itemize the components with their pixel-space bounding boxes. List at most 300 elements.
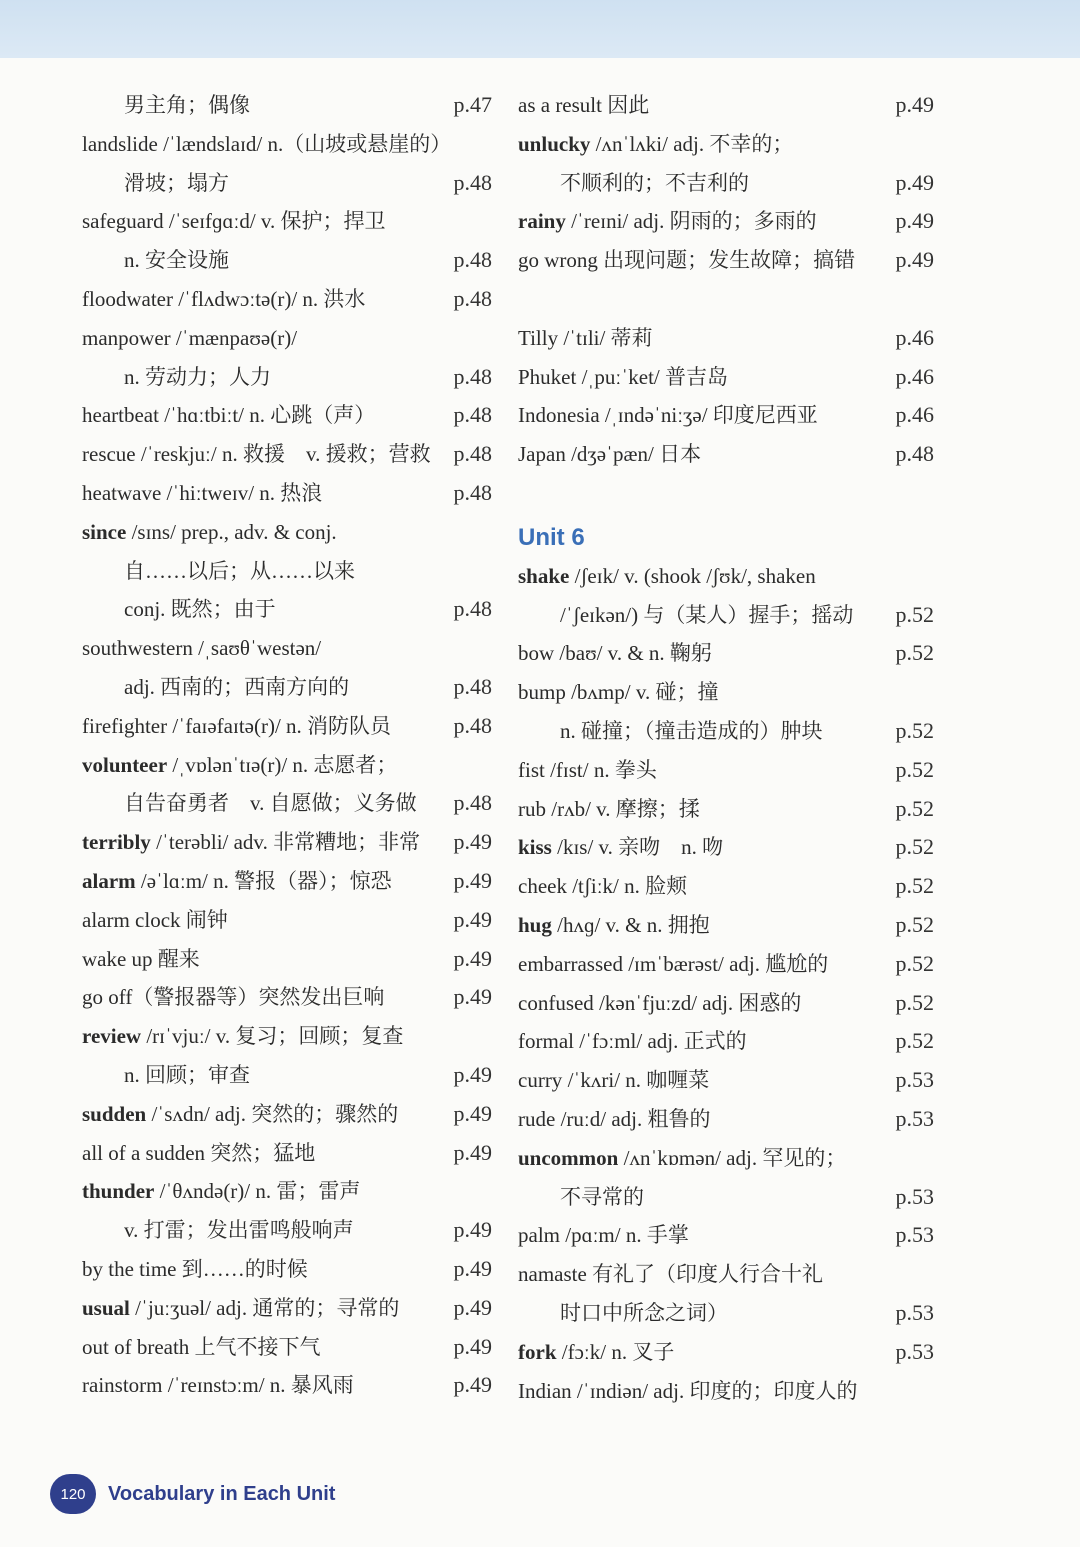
definition: 不寻常的 <box>560 1184 644 1209</box>
entry-continuation <box>518 1294 934 1333</box>
headword: by the time <box>82 1256 177 1281</box>
headword: landslide <box>82 131 158 156</box>
vocab-entry <box>518 86 934 125</box>
definition: /ˈflʌdwɔːtə(r)/ n. 洪水 <box>172 286 366 311</box>
headword: formal <box>518 1029 574 1054</box>
definition: /əˈlɑːm/ n. 警报（器）；惊恐 <box>135 868 392 893</box>
vocab-entry <box>82 319 492 358</box>
vocab-entry <box>518 1255 934 1294</box>
entry-text <box>82 1172 360 1211</box>
definition: /ˈreɪni/ adj. 阴雨的；多雨的 <box>565 209 817 234</box>
headword: rude <box>518 1106 556 1131</box>
headword: review <box>82 1024 142 1049</box>
definition: v. 打雷；发出雷鸣般响声 <box>124 1218 354 1243</box>
entry-continuation <box>82 552 492 591</box>
vocab-entry <box>518 125 934 164</box>
headword: heartbeat <box>82 403 159 428</box>
page-reference: p.52 <box>895 834 934 860</box>
page-reference: p.52 <box>895 756 934 782</box>
page-reference: p.49 <box>453 829 492 855</box>
entry-text <box>518 1255 823 1294</box>
vocab-entry <box>518 1333 934 1372</box>
entry-text <box>82 552 355 591</box>
entry-text <box>82 1056 250 1095</box>
definition: adj. 西南的；西南方向的 <box>124 674 350 699</box>
page-reference: p.53 <box>895 1222 934 1248</box>
definition: /kɪs/ v. 亲吻 n. 吻 <box>551 835 724 860</box>
definition: /pɑːm/ n. 手掌 <box>560 1223 689 1248</box>
page-reference: p.47 <box>453 92 492 117</box>
page-reference: p.49 <box>453 1255 492 1281</box>
headword: out of breath <box>82 1334 190 1359</box>
entry-text <box>518 1333 674 1372</box>
headword: safeguard <box>82 209 164 234</box>
definition: /ˈmænpaʊə(r)/ <box>170 325 298 350</box>
vocab-entry <box>518 984 934 1023</box>
entry-continuation <box>82 164 492 203</box>
definition: /hʌɡ/ v. & n. 拥抱 <box>551 912 710 937</box>
definition: /ʌnˈlʌki/ adj. 不幸的； <box>590 131 794 156</box>
headword: alarm <box>82 868 136 893</box>
headword: manpower <box>82 325 171 350</box>
headword: since <box>82 519 127 544</box>
definition: /sɪns/ prep., adv. & conj. <box>126 519 337 544</box>
vocab-entry <box>82 280 492 319</box>
entry-text <box>82 784 417 823</box>
headword: fork <box>518 1339 557 1364</box>
page-reference: p.49 <box>453 945 492 971</box>
vocab-entry <box>518 435 934 474</box>
definition: /fɪst/ n. 拳头 <box>544 757 657 782</box>
definition: conj. 既然；由于 <box>124 597 276 622</box>
vocab-entry <box>82 978 492 1017</box>
definition: /ˈtɪli/ 蒂莉 <box>558 325 653 350</box>
definition: /ˌɪndəˈniːʒə/ 印度尼西亚 <box>599 403 818 428</box>
entry-text <box>82 125 451 164</box>
page-reference: p.53 <box>895 1067 934 1093</box>
definition: /ˈhiːtweɪv/ n. 热浪 <box>161 480 323 505</box>
entry-text <box>518 712 823 751</box>
vocab-entry <box>518 396 934 435</box>
definition: /ˈhɑːtbiːt/ n. 心跳（声） <box>158 403 376 428</box>
vocab-entry <box>82 1095 492 1134</box>
headword: rescue <box>82 442 136 467</box>
definition: /ˌvɒlənˈtɪə(r)/ n. 志愿者； <box>167 752 398 777</box>
definition: 有礼了（印度人行合十礼 <box>586 1262 824 1287</box>
definition: /rɪˈvjuː/ v. 复习；回顾；复查 <box>141 1024 404 1049</box>
entry-text <box>518 202 817 241</box>
page-reference: p.48 <box>453 479 492 505</box>
vocab-entry <box>518 828 934 867</box>
entry-text <box>82 1017 403 1056</box>
page-reference: p.52 <box>895 795 934 821</box>
page-reference: p.46 <box>895 402 934 428</box>
headword: as a result <box>518 93 602 117</box>
vocab-entry <box>518 906 934 945</box>
entry-text <box>518 828 723 867</box>
vocab-entry <box>518 1139 934 1178</box>
entry-text <box>518 164 749 203</box>
page-reference: p.48 <box>453 169 492 195</box>
definition: /ʃeɪk/ v. (shook /ʃʊk/, shaken <box>569 563 816 588</box>
definition: /ruːd/ adj. 粗鲁的 <box>555 1106 711 1131</box>
page-reference: p.52 <box>895 717 934 743</box>
definition: /ˈreɪnstɔːm/ n. 暴风雨 <box>162 1373 354 1398</box>
vocab-entry <box>518 867 934 906</box>
entry-continuation <box>82 358 492 397</box>
page-reference: p.52 <box>895 601 934 627</box>
entry-text <box>82 202 386 241</box>
definition: 时口中所念之词） <box>560 1300 728 1325</box>
definition: /ˈsʌdn/ adj. 突然的；骤然的 <box>146 1101 399 1126</box>
entry-continuation <box>518 712 934 751</box>
definition: /kənˈfjuːzd/ adj. 困惑的 <box>593 990 802 1015</box>
definition: /ɪmˈbærəst/ adj. 尴尬的 <box>622 951 829 976</box>
definition: /baʊ/ v. & n. 鞠躬 <box>554 641 712 666</box>
unit-heading: Unit 6 <box>518 523 585 551</box>
entry-text <box>82 901 228 940</box>
entry-text <box>82 1366 354 1405</box>
vocab-entry <box>82 746 492 785</box>
headword: unlucky <box>518 131 591 156</box>
entry-text <box>518 435 701 474</box>
headword: bump <box>518 680 566 705</box>
entry-continuation <box>518 164 934 203</box>
headword: usual <box>82 1295 130 1320</box>
entry-text <box>518 751 657 790</box>
definition: /ˌpuːˈket/ 普吉岛 <box>576 364 728 389</box>
entry-text <box>518 396 818 435</box>
vocab-entry <box>518 751 934 790</box>
definition: /ˈfɔːml/ adj. 正式的 <box>573 1029 747 1054</box>
entry-text <box>518 867 687 906</box>
page-reference: p.49 <box>895 247 934 273</box>
headword: thunder <box>82 1179 155 1204</box>
entry-text <box>518 596 853 635</box>
entry-text <box>518 1022 747 1061</box>
vocab-entry <box>518 241 934 280</box>
entry-text <box>82 241 229 280</box>
vocab-entry <box>82 1017 492 1056</box>
page-reference: p.48 <box>453 712 492 738</box>
vocab-entry <box>82 125 492 164</box>
page-reference: p.52 <box>895 1028 934 1054</box>
headword: uncommon <box>518 1145 619 1170</box>
entry-continuation <box>82 1211 492 1250</box>
vocab-entry <box>518 202 934 241</box>
definition: /ˈjuːʒuəl/ adj. 通常的；寻常的 <box>129 1295 400 1320</box>
vocab-entry <box>82 940 492 979</box>
entry-text <box>82 280 365 319</box>
entry-text <box>82 86 250 125</box>
entry-continuation <box>518 1178 934 1217</box>
headword: firefighter <box>82 713 168 738</box>
definition: 出现问题；发生故障；搞错 <box>597 248 856 273</box>
entry-text <box>518 984 801 1023</box>
definition: /ˈlændslaɪd/ n.（山坡或悬崖的） <box>157 131 452 156</box>
entry-text <box>518 1294 728 1333</box>
headword: fist <box>518 757 545 782</box>
headword: bow <box>518 641 555 666</box>
vocab-column-right <box>518 86 934 1410</box>
entry-text <box>82 358 271 397</box>
headword: confused <box>518 990 594 1015</box>
page-reference: p.49 <box>453 906 492 932</box>
vocab-entry <box>82 1250 492 1289</box>
definition: /ˈʃeɪkən/) 与（某人）握手；摇动 <box>560 602 854 627</box>
headword: palm <box>518 1223 560 1248</box>
entry-continuation <box>82 668 492 707</box>
definition: /ˈθʌndə(r)/ n. 雷；雷声 <box>154 1179 361 1204</box>
vocab-entry <box>82 1172 492 1211</box>
top-color-band <box>0 0 1080 58</box>
footer-title: Vocabulary in Each Unit <box>108 1482 336 1505</box>
page-reference: p.48 <box>895 441 934 467</box>
entry-text <box>82 1134 315 1173</box>
page-reference: p.48 <box>453 673 492 699</box>
headword: embarrassed <box>518 951 623 976</box>
vocab-entry <box>82 901 492 940</box>
headword: heatwave <box>82 480 162 505</box>
definition: /fɔːk/ n. 叉子 <box>556 1339 675 1364</box>
definition: 上气不接下气 <box>189 1334 321 1359</box>
headword: floodwater <box>82 286 173 311</box>
entry-text <box>82 668 349 707</box>
entry-text <box>82 1095 398 1134</box>
entry-text <box>518 241 855 280</box>
entry-text <box>518 1216 689 1255</box>
vocab-entry <box>518 945 934 984</box>
definition: /ˈfaɪəfaɪtə(r)/ n. 消防队员 <box>167 713 392 738</box>
vocab-entry <box>518 358 934 397</box>
headword: curry <box>518 1068 563 1093</box>
spacer <box>518 280 934 319</box>
vocab-entry <box>518 1022 934 1061</box>
definition: （警报器等）突然发出巨响 <box>132 985 385 1010</box>
definition: 闹钟 <box>180 907 228 932</box>
vocab-entry <box>518 790 934 829</box>
definition: 男主角；偶像 <box>124 93 250 117</box>
entry-text <box>82 978 384 1017</box>
entry-text <box>82 164 229 203</box>
vocab-entry <box>518 634 934 673</box>
page-reference: p.49 <box>453 1139 492 1165</box>
headword: Indian <box>518 1378 572 1403</box>
entry-text <box>518 319 653 358</box>
entry-continuation <box>82 590 492 629</box>
entry-text <box>518 1178 644 1217</box>
page-footer <box>50 1472 335 1516</box>
vocab-entry <box>82 202 492 241</box>
entry-continuation <box>82 86 492 125</box>
page-reference: p.52 <box>895 640 934 666</box>
headword: cheek <box>518 874 567 899</box>
headword: alarm clock <box>82 907 181 932</box>
definition: n. 回顾；审查 <box>124 1062 250 1087</box>
headword: sudden <box>82 1101 147 1126</box>
page-reference: p.49 <box>895 169 934 195</box>
page-reference: p.46 <box>895 324 934 350</box>
vocab-entry <box>518 673 934 712</box>
definition: n. 碰撞；（撞击造成的）肿块 <box>560 718 823 743</box>
page-reference: p.52 <box>895 911 934 937</box>
page-reference: p.49 <box>453 1061 492 1087</box>
definition: /ˈterəbli/ adv. 非常糟地；非常 <box>150 830 421 855</box>
vocab-entry <box>518 1216 934 1255</box>
definition: 滑坡；塌方 <box>124 170 229 195</box>
page-reference: p.52 <box>895 989 934 1015</box>
headword: all of a sudden <box>82 1140 206 1165</box>
entry-text <box>518 673 718 712</box>
definition: /ˈkʌri/ n. 咖喱菜 <box>562 1068 710 1093</box>
page-reference: p.48 <box>453 441 492 467</box>
page-reference: p.49 <box>895 208 934 234</box>
entry-text <box>82 823 420 862</box>
vocab-entry <box>518 1372 934 1411</box>
definition: /bʌmp/ v. 碰；撞 <box>565 680 719 705</box>
vocab-entry <box>82 513 492 552</box>
entry-text <box>518 790 700 829</box>
entry-text <box>82 629 321 668</box>
page-reference: p.46 <box>895 363 934 389</box>
entry-text <box>82 435 431 474</box>
page-reference: p.48 <box>453 402 492 428</box>
headword: Phuket <box>518 364 577 389</box>
page-reference: p.48 <box>453 247 492 273</box>
entry-text <box>82 396 375 435</box>
page-reference: p.49 <box>453 1372 492 1398</box>
entry-text <box>82 513 337 552</box>
spacer <box>518 474 934 513</box>
headword: terribly <box>82 830 151 855</box>
entry-text <box>518 906 710 945</box>
vocab-entry <box>82 396 492 435</box>
page-reference: p.49 <box>453 1217 492 1243</box>
entry-text <box>82 474 322 513</box>
page-reference: p.52 <box>895 873 934 899</box>
page-reference: p.49 <box>895 92 934 117</box>
vocab-entry <box>82 629 492 668</box>
page-reference: p.48 <box>453 790 492 816</box>
definition: n. 劳动力；人力 <box>124 364 271 389</box>
entry-continuation <box>82 241 492 280</box>
page-reference: p.48 <box>453 285 492 311</box>
headword: kiss <box>518 835 552 860</box>
entry-text <box>518 1061 709 1100</box>
headword: shake <box>518 563 570 588</box>
vocab-entry <box>518 319 934 358</box>
page-reference: p.49 <box>453 984 492 1010</box>
definition: 突然；猛地 <box>205 1140 316 1165</box>
entry-continuation <box>82 1056 492 1095</box>
definition: /tʃiːk/ n. 脸颊 <box>566 874 688 899</box>
entry-continuation <box>518 596 934 635</box>
headword: Indonesia <box>518 403 600 428</box>
definition: /ˈseɪfɡɑːd/ v. 保护；捍卫 <box>163 209 386 234</box>
entry-text <box>518 1100 710 1139</box>
entry-text <box>82 940 200 979</box>
page-reference: p.53 <box>895 1299 934 1325</box>
entry-text <box>518 634 712 673</box>
definition: /ˈɪndiən/ adj. 印度的；印度人的 <box>571 1378 858 1403</box>
definition: n. 安全设施 <box>124 248 229 273</box>
page-reference: p.53 <box>895 1338 934 1364</box>
entry-text <box>82 862 392 901</box>
entry-text <box>82 1328 321 1367</box>
headword: Japan <box>518 442 566 467</box>
page-reference: p.49 <box>453 1333 492 1359</box>
vocab-column-left <box>82 86 492 1405</box>
entry-text <box>518 125 793 164</box>
vocab-entry <box>82 1328 492 1367</box>
vocab-entry <box>82 435 492 474</box>
headword: hug <box>518 912 552 937</box>
headword: southwestern <box>82 636 193 661</box>
page-reference: p.48 <box>453 363 492 389</box>
definition: 不顺利的；不吉利的 <box>560 170 749 195</box>
page-reference: p.53 <box>895 1183 934 1209</box>
headword: namaste <box>518 1262 587 1287</box>
headword: volunteer <box>82 752 168 777</box>
entry-text <box>82 707 391 746</box>
page-number-badge: 120 <box>50 1474 96 1514</box>
page-reference: p.49 <box>453 1294 492 1320</box>
entry-continuation <box>82 784 492 823</box>
entry-text <box>518 945 828 984</box>
page-reference: p.52 <box>895 950 934 976</box>
definition: 自告奋勇者 v. 自愿做；义务做 <box>124 791 417 816</box>
page-reference: p.49 <box>453 1100 492 1126</box>
entry-text <box>518 1372 857 1411</box>
vocab-entry <box>82 707 492 746</box>
headword: wake up <box>82 946 153 971</box>
entry-text <box>82 1250 308 1289</box>
headword: rainstorm <box>82 1373 163 1398</box>
vocab-entry <box>82 474 492 513</box>
page-reference: p.48 <box>453 596 492 622</box>
entry-text <box>518 86 649 125</box>
vocab-entry <box>82 823 492 862</box>
definition: 醒来 <box>152 946 200 971</box>
definition: /ˈreskjuː/ n. 救援 v. 援救；营救 <box>135 442 431 467</box>
definition: /ˌsaʊθˈwestən/ <box>192 636 322 661</box>
headword: rub <box>518 796 546 821</box>
definition: /rʌb/ v. 摩擦；揉 <box>546 796 700 821</box>
page-reference: p.53 <box>895 1105 934 1131</box>
vocab-entry <box>82 1134 492 1173</box>
vocab-entry <box>518 1061 934 1100</box>
headword: Tilly <box>518 325 559 350</box>
vocab-entry <box>518 1100 934 1139</box>
headword: rainy <box>518 209 566 234</box>
vocab-entry <box>82 1289 492 1328</box>
headword: go wrong <box>518 248 598 273</box>
definition: 自……以后；从……以来 <box>124 558 355 583</box>
definition: 到……的时候 <box>176 1256 308 1281</box>
entry-text <box>518 358 728 397</box>
vocab-entry <box>82 862 492 901</box>
entry-text <box>518 557 816 596</box>
entry-text <box>82 319 297 358</box>
page-reference: p.49 <box>453 867 492 893</box>
vocab-entry <box>82 1366 492 1405</box>
entry-text <box>518 1139 846 1178</box>
headword: go off <box>82 985 133 1010</box>
vocab-entry <box>518 557 934 596</box>
entry-text <box>82 590 276 629</box>
entry-text <box>82 1289 399 1328</box>
definition: 因此 <box>601 93 650 117</box>
